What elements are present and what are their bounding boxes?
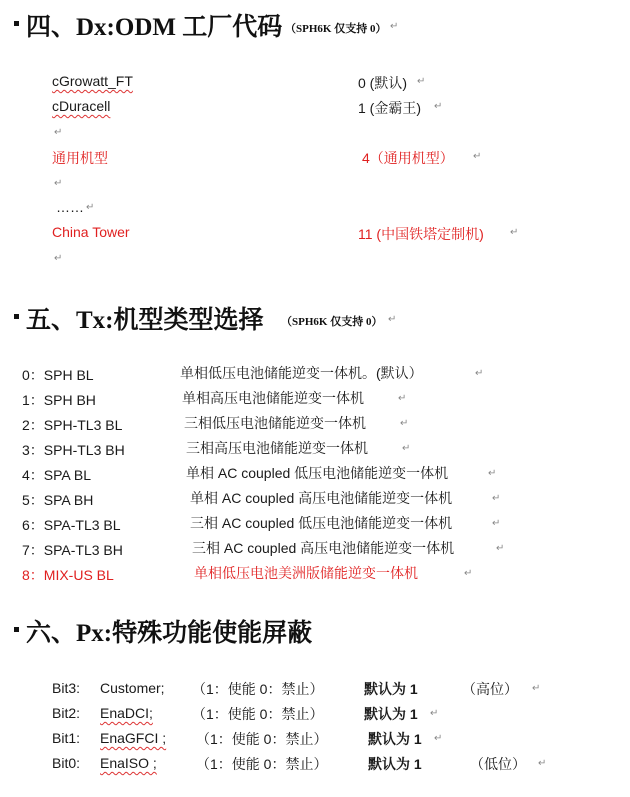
paragraph-mark: ↵	[430, 708, 439, 719]
paragraph-mark: ↵	[488, 468, 497, 479]
model-code-3: 3：SPH-TL3 BH	[22, 442, 125, 458]
model-code-5: 5：SPA BH	[22, 492, 94, 508]
paragraph-mark: ↵	[464, 568, 473, 579]
bit-default-2: 默认为 1	[364, 706, 418, 722]
odm-ellipsis: ……	[56, 199, 84, 215]
bit-options-1: （1：使能 0：禁止）	[196, 731, 328, 747]
model-desc-7: 三相 AC coupled 高压电池储能逆变一体机	[192, 540, 455, 556]
odm-value-0: 0 (默认)	[358, 75, 407, 91]
model-desc-3: 三相高压电池储能逆变一体机	[186, 440, 368, 456]
model-code-7: 7：SPA-TL3 BH	[22, 542, 123, 558]
model-desc-5: 单相 AC coupled 高压电池储能逆变一体机	[190, 490, 453, 506]
paragraph-mark: ↵	[538, 758, 547, 769]
section-5-title: 五、Tx:机型类型选择	[26, 307, 264, 334]
model-desc-1: 单相高压电池储能逆变一体机	[182, 390, 364, 406]
model-desc-2: 三相低压电池储能逆变一体机	[184, 415, 366, 431]
bit-default-3: 默认为 1	[364, 681, 418, 697]
bit-label-1: Bit1:	[52, 730, 81, 746]
bit-name-3: Customer;	[100, 680, 165, 696]
bit-name-0: EnaISO ;	[100, 755, 157, 771]
bit-options-2: （1：使能 0：禁止）	[192, 706, 324, 722]
model-code-8: 8：MIX-US BL	[22, 567, 114, 583]
paragraph-mark: ↵	[54, 253, 63, 264]
model-code-0: 0：SPH BL	[22, 367, 94, 383]
model-code-4: 4：SPA BL	[22, 467, 92, 483]
model-code-1: 1：SPH BH	[22, 392, 96, 408]
odm-value-2: 4（通用机型）	[362, 150, 454, 166]
odm-value-4: 11 (中国铁塔定制机)	[358, 226, 484, 242]
paragraph-mark: ↵	[400, 418, 409, 429]
odm-name-4: China Tower	[52, 224, 130, 240]
paragraph-mark: ↵	[492, 493, 501, 504]
odm-name-1: cDuracell	[52, 98, 111, 114]
bit-options-0: （1：使能 0：禁止）	[196, 756, 328, 772]
odm-value-1: 1 (金霸王)	[358, 100, 421, 116]
bullet-mark	[14, 21, 19, 26]
bit-position-3: （高位）	[462, 681, 518, 697]
section-4-note: （SPH6K 仅支持 0）	[285, 23, 387, 35]
model-desc-8: 单相低压电池美洲版储能逆变一体机	[194, 565, 418, 581]
model-desc-4: 单相 AC coupled 低压电池储能逆变一体机	[186, 465, 449, 481]
bit-label-3: Bit3:	[52, 680, 81, 696]
section-6-title: 六、Px:特殊功能使能屏蔽	[26, 620, 313, 647]
model-code-6: 6：SPA-TL3 BL	[22, 517, 121, 533]
paragraph-mark: ↵	[532, 683, 541, 694]
paragraph-mark: ↵	[398, 393, 407, 404]
odm-name-0: cGrowatt_FT	[52, 73, 133, 89]
model-desc-6: 三相 AC coupled 低压电池储能逆变一体机	[190, 515, 453, 531]
paragraph-mark: ↵	[388, 314, 397, 325]
bit-position-0: （低位）	[470, 756, 526, 772]
paragraph-mark: ↵	[417, 76, 426, 87]
bit-default-0: 默认为 1	[368, 756, 422, 772]
bit-label-0: Bit0:	[52, 755, 81, 771]
section-4-title: 四、Dx:ODM 工厂代码	[26, 14, 283, 41]
paragraph-mark: ↵	[475, 368, 484, 379]
paragraph-mark: ↵	[54, 178, 63, 189]
bullet-mark	[14, 314, 19, 319]
model-code-2: 2：SPH-TL3 BL	[22, 417, 123, 433]
bit-options-3: （1：使能 0：禁止）	[192, 681, 324, 697]
paragraph-mark: ↵	[492, 518, 501, 529]
paragraph-mark: ↵	[473, 151, 482, 162]
odm-name-2: 通用机型	[52, 150, 108, 166]
paragraph-mark: ↵	[390, 21, 399, 32]
bit-default-1: 默认为 1	[368, 731, 422, 747]
bit-name-2: EnaDCI;	[100, 705, 153, 721]
bullet-mark	[14, 627, 19, 632]
paragraph-mark: ↵	[510, 227, 519, 238]
paragraph-mark: ↵	[434, 101, 443, 112]
bit-name-1: EnaGFCI ;	[100, 730, 167, 746]
paragraph-mark: ↵	[86, 202, 95, 213]
paragraph-mark: ↵	[402, 443, 411, 454]
paragraph-mark: ↵	[54, 127, 63, 138]
paragraph-mark: ↵	[434, 733, 443, 744]
paragraph-mark: ↵	[496, 543, 505, 554]
bit-label-2: Bit2:	[52, 705, 81, 721]
model-desc-0: 单相低压电池储能逆变一体机。(默认）	[180, 365, 423, 381]
section-5-note: （SPH6K 仅支持 0）	[281, 316, 383, 328]
